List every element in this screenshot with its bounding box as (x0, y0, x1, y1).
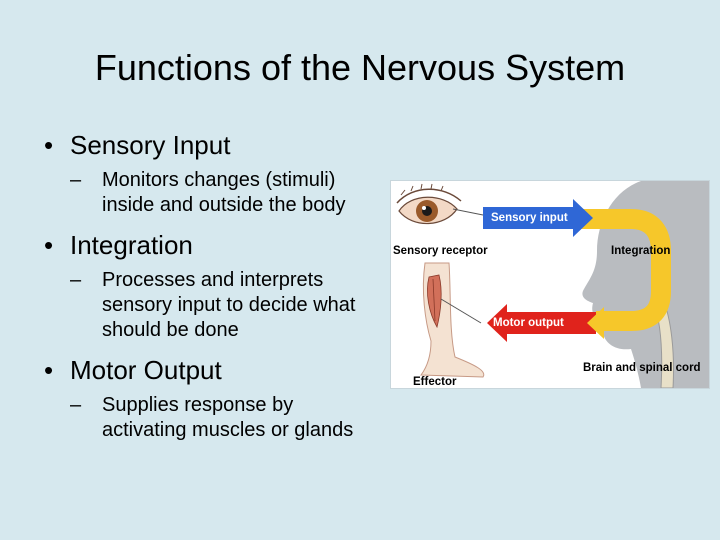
nervous-system-diagram (390, 180, 710, 389)
sub-bullet-dash: – (70, 269, 82, 291)
label-sensory-receptor: Sensory receptor (393, 245, 488, 257)
sub-bullet-motor-output (44, 393, 372, 443)
sub-bullet-integration (44, 268, 372, 343)
label-brain-spinal-cord: Brain and spinal cord (583, 362, 701, 374)
bullet-dot: • (44, 230, 54, 260)
sub-bullet-dash: – (70, 169, 82, 191)
leg-icon (421, 263, 484, 377)
bullet-integration (44, 228, 384, 262)
slide-title: Functions of the Nervous System (94, 47, 626, 88)
label-motor-output: Motor output (493, 317, 564, 329)
bullet-sensory-input (44, 128, 384, 162)
eye-icon (397, 184, 461, 224)
label-integration: Integration (611, 245, 671, 257)
bullet-text: Integration (70, 230, 193, 260)
bullet-text: Motor Output (70, 355, 222, 385)
bullet-list (44, 128, 384, 453)
label-effector: Effector (413, 376, 457, 388)
sub-bullet-dash: – (70, 394, 82, 416)
sub-bullet-text: Processes and interprets sensory input to decide what should be done (102, 269, 356, 341)
label-sensory-input: Sensory input (491, 212, 568, 224)
sub-bullet-text: Supplies response by activating muscles or glands (102, 394, 354, 441)
bullet-dot: • (44, 130, 54, 160)
bullet-text: Sensory Input (70, 130, 231, 160)
sub-bullet-text: Monitors changes (stimuli) inside and outside the body (102, 169, 346, 216)
bullet-dot: • (44, 355, 54, 385)
sub-bullet-sensory-input (44, 168, 372, 218)
bullet-motor-output (44, 353, 384, 387)
